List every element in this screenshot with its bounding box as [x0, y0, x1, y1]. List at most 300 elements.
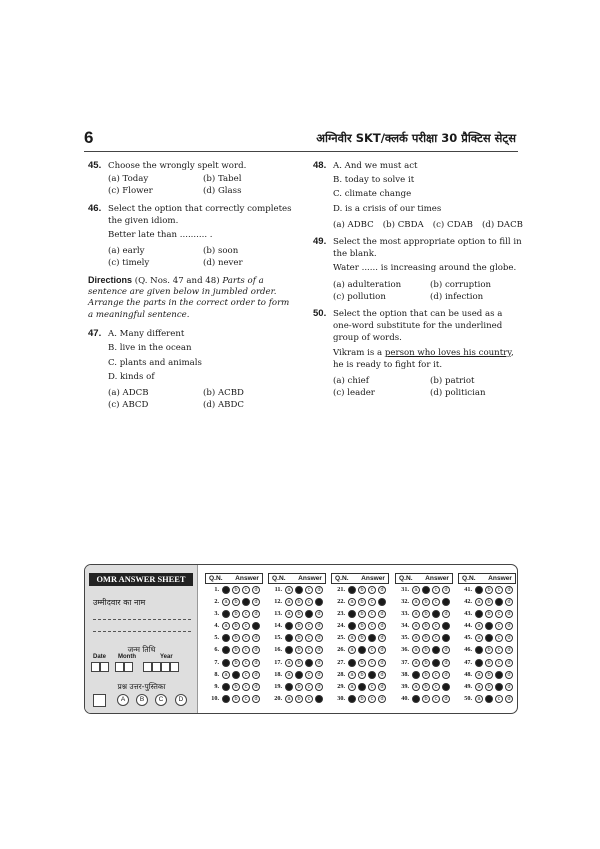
- omr-question-number: 31.: [401, 586, 409, 593]
- date-box[interactable]: [100, 662, 109, 672]
- options: [108, 173, 294, 197]
- answer-bubble-c[interactable]: c: [305, 610, 313, 618]
- answer-bubble-a[interactable]: a: [348, 586, 356, 594]
- answer-bubble-d[interactable]: d: [315, 598, 323, 606]
- answer-bubble-c[interactable]: c: [242, 610, 250, 618]
- answer-bubble-d[interactable]: d: [442, 622, 450, 630]
- answer-bubble-c[interactable]: c: [305, 695, 313, 703]
- option-d: (d) infection: [430, 291, 484, 302]
- answer-bubble-d[interactable]: d: [378, 622, 386, 630]
- omr-row: [205, 596, 263, 608]
- answer-bubble-b[interactable]: b: [358, 646, 366, 654]
- options: [333, 219, 523, 231]
- answer-bubble-b[interactable]: b: [358, 695, 366, 703]
- omr-question-number: 40.: [401, 694, 409, 702]
- option-d: (d) politician: [430, 388, 486, 399]
- answer-bubble-c[interactable]: c: [305, 634, 313, 642]
- answer-bubble-a[interactable]: a: [285, 622, 293, 630]
- answer-bubble-d[interactable]: d: [505, 634, 513, 642]
- booklet-option-d[interactable]: D: [175, 694, 187, 706]
- omr-row: [458, 657, 516, 669]
- booklet-option-a[interactable]: A: [117, 694, 129, 706]
- omr-row: [331, 596, 389, 608]
- answer-bubble-a[interactable]: a: [348, 634, 356, 642]
- answer-bubble-a[interactable]: a: [348, 683, 356, 691]
- omr-row: [205, 620, 263, 632]
- answer-bubble-d[interactable]: d: [378, 586, 386, 594]
- answer-bubble-a[interactable]: a: [222, 634, 230, 642]
- answer-bubble-b[interactable]: b: [295, 610, 303, 618]
- answer-bubble-a[interactable]: a: [412, 659, 420, 667]
- answer-bubble-b[interactable]: b: [232, 634, 240, 642]
- omr-question-number: 6.: [214, 646, 219, 654]
- answer-bubble-a[interactable]: a: [475, 598, 483, 606]
- answer-bubble-a[interactable]: a: [222, 598, 230, 606]
- omr-question-number: 45.: [464, 634, 472, 642]
- answer-bubble-c[interactable]: c: [495, 683, 503, 691]
- part-c: C. climate change: [333, 189, 412, 200]
- answer-bubble-a[interactable]: a: [412, 622, 420, 630]
- answer-bubble-d[interactable]: d: [505, 646, 513, 654]
- answer-bubble-c[interactable]: c: [495, 622, 503, 630]
- directions-heading: Directions: [88, 274, 133, 285]
- answer-bubble-b[interactable]: b: [358, 659, 366, 667]
- omr-row: [268, 620, 326, 632]
- answer-bubble-a[interactable]: a: [348, 671, 356, 679]
- omr-question-number: 26.: [337, 646, 345, 654]
- answer-bubble-c[interactable]: c: [368, 586, 376, 594]
- answer-bubble-b[interactable]: b: [358, 586, 366, 594]
- option-c: (c) ABCD: [108, 400, 149, 411]
- option-b: (b) soon: [203, 246, 239, 257]
- answer-bubble-a[interactable]: a: [412, 586, 420, 594]
- answer-bubble-c[interactable]: c: [305, 683, 313, 691]
- name-line-1[interactable]: [93, 619, 191, 620]
- answer-bubble-c[interactable]: c: [432, 695, 440, 703]
- answer-bubble-c[interactable]: c: [432, 622, 440, 630]
- right-column: [313, 160, 523, 404]
- answer-bubble-d[interactable]: d: [442, 659, 450, 667]
- answer-bubble-d[interactable]: d: [378, 610, 386, 618]
- option-a: (a) early: [108, 246, 145, 257]
- option-b: (b) corruption: [430, 279, 492, 290]
- option-a: (a) chief: [333, 376, 369, 387]
- answer-bubble-c[interactable]: c: [432, 598, 440, 606]
- omr-column-header: [395, 573, 453, 584]
- answer-bubble-b[interactable]: b: [422, 634, 430, 642]
- answer-bubble-c[interactable]: c: [368, 671, 376, 679]
- answer-bubble-a[interactable]: a: [412, 598, 420, 606]
- answer-bubble-d[interactable]: d: [442, 586, 450, 594]
- omr-row: [458, 632, 516, 644]
- answer-bubble-b[interactable]: b: [422, 671, 430, 679]
- booklet-option-b[interactable]: B: [136, 694, 148, 706]
- answer-bubble-c[interactable]: c: [432, 683, 440, 691]
- omr-row: [395, 657, 453, 669]
- answer-bubble-a[interactable]: a: [475, 634, 483, 642]
- answer-bubble-a[interactable]: a: [412, 646, 420, 654]
- question-number: 47.: [88, 328, 102, 340]
- answer-bubble-c[interactable]: c: [242, 646, 250, 654]
- month-box[interactable]: [124, 662, 133, 672]
- answer-bubble-a[interactable]: a: [222, 622, 230, 630]
- answer-bubble-c[interactable]: c: [368, 659, 376, 667]
- omr-question-number: 49.: [464, 682, 472, 690]
- part-a: A. And we must act: [333, 161, 418, 171]
- answer-bubble-b[interactable]: b: [485, 634, 493, 642]
- answer-bubble-b[interactable]: b: [295, 634, 303, 642]
- answer-bubble-d[interactable]: d: [252, 598, 260, 606]
- omr-candidate-panel: [85, 565, 198, 713]
- answer-bubble-b[interactable]: b: [295, 646, 303, 654]
- year-box[interactable]: [152, 662, 161, 672]
- answer-bubble-a[interactable]: a: [285, 646, 293, 654]
- answer-bubble-a[interactable]: a: [475, 683, 483, 691]
- answer-bubble-a[interactable]: a: [412, 695, 420, 703]
- answer-bubble-b[interactable]: b: [295, 622, 303, 630]
- answer-bubble-c[interactable]: c: [495, 634, 503, 642]
- answer-bubble-b[interactable]: b: [422, 659, 430, 667]
- answer-bubble-b[interactable]: b: [485, 598, 493, 606]
- directions-ref: (Q. Nos. 47 and 48): [132, 275, 223, 286]
- answer-bubble-b[interactable]: b: [232, 671, 240, 679]
- answer-bubble-c[interactable]: c: [432, 671, 440, 679]
- answer-bubble-d[interactable]: d: [315, 659, 323, 667]
- answer-bubble-a[interactable]: a: [412, 683, 420, 691]
- answer-bubble-c[interactable]: c: [368, 695, 376, 703]
- answer-bubble-a[interactable]: a: [285, 598, 293, 606]
- answer-bubble-d[interactable]: d: [378, 671, 386, 679]
- answer-bubble-a[interactable]: a: [348, 695, 356, 703]
- answer-bubble-a[interactable]: a: [475, 695, 483, 703]
- omr-question-number: 17.: [274, 658, 282, 666]
- answer-bubble-d[interactable]: d: [378, 634, 386, 642]
- answer-bubble-b[interactable]: b: [295, 683, 303, 691]
- answer-bubble-c[interactable]: c: [495, 695, 503, 703]
- answer-bubble-d[interactable]: d: [442, 646, 450, 654]
- answer-bubble-a[interactable]: a: [222, 659, 230, 667]
- omr-question-number: 12.: [274, 598, 282, 606]
- year-box[interactable]: [143, 662, 152, 672]
- answer-bubble-c[interactable]: c: [432, 634, 440, 642]
- omr-question-number: 1.: [214, 586, 219, 593]
- question-number: 48.: [313, 160, 327, 171]
- answer-bubble-b[interactable]: b: [232, 598, 240, 606]
- answer-bubble-c[interactable]: c: [242, 659, 250, 667]
- answer-bubble-d[interactable]: d: [505, 610, 513, 618]
- question-number: 50.: [313, 308, 327, 320]
- answer-bubble-a[interactable]: a: [285, 659, 293, 667]
- answer-bubble-d[interactable]: d: [378, 659, 386, 667]
- answer-bubble-a[interactable]: a: [348, 598, 356, 606]
- answer-bubble-d[interactable]: d: [252, 634, 260, 642]
- question-text: Choose the wrongly spelt word.: [108, 161, 247, 171]
- omr-row: [458, 608, 516, 620]
- answer-bubble-b[interactable]: b: [485, 683, 493, 691]
- answer-bubble-a[interactable]: a: [475, 610, 483, 618]
- answer-bubble-b[interactable]: b: [485, 659, 493, 667]
- answer-bubble-d[interactable]: d: [378, 598, 386, 606]
- answer-bubble-c[interactable]: c: [242, 598, 250, 606]
- omr-row: [395, 644, 453, 656]
- answer-bubble-d[interactable]: d: [252, 622, 260, 630]
- omr-row: [395, 620, 453, 632]
- answer-bubble-b[interactable]: b: [485, 671, 493, 679]
- answer-bubble-b[interactable]: b: [232, 646, 240, 654]
- answer-bubble-c[interactable]: c: [242, 586, 250, 594]
- answer-bubble-d[interactable]: d: [315, 646, 323, 654]
- omr-row: [395, 681, 453, 693]
- answer-bubble-d[interactable]: d: [442, 598, 450, 606]
- answer-bubble-d[interactable]: d: [252, 610, 260, 618]
- answer-bubble-a[interactable]: a: [222, 695, 230, 703]
- directions-text: Parts of a sentence are given below in jumbled order. Arrange the parts in the correct order to form a meaningful sentence.: [88, 275, 290, 320]
- question-text: Select the option that correctly completes the given idiom.: [108, 203, 292, 226]
- answer-bubble-a[interactable]: a: [285, 610, 293, 618]
- answer-bubble-a[interactable]: a: [475, 646, 483, 654]
- answer-bubble-a[interactable]: a: [222, 683, 230, 691]
- omr-row: [458, 644, 516, 656]
- answer-bubble-c[interactable]: c: [242, 671, 250, 679]
- answer-bubble-b[interactable]: b: [422, 586, 430, 594]
- directions: [88, 275, 294, 322]
- answer-bubble-c[interactable]: c: [495, 598, 503, 606]
- answer-bubble-d[interactable]: d: [378, 646, 386, 654]
- answer-bubble-b[interactable]: b: [358, 683, 366, 691]
- answer-bubble-a[interactable]: a: [412, 671, 420, 679]
- answer-bubble-d[interactable]: d: [505, 598, 513, 606]
- answer-bubble-b[interactable]: b: [485, 610, 493, 618]
- answer-bubble-a[interactable]: a: [348, 646, 356, 654]
- omr-question-number: 4.: [214, 622, 219, 630]
- question-46: [88, 203, 294, 270]
- omr-question-number: 22.: [337, 598, 345, 606]
- answer-bubble-b[interactable]: b: [485, 646, 493, 654]
- question-number: 45.: [88, 160, 102, 171]
- answer-bubble-b[interactable]: b: [295, 671, 303, 679]
- qn-header: Q.N.: [209, 575, 223, 582]
- answer-bubble-c[interactable]: c: [305, 671, 313, 679]
- omr-question-number: 5.: [214, 634, 219, 642]
- answer-bubble-a[interactable]: a: [348, 659, 356, 667]
- answer-bubble-c[interactable]: c: [242, 695, 250, 703]
- answer-bubble-c[interactable]: c: [242, 634, 250, 642]
- date-box[interactable]: [91, 662, 100, 672]
- answer-bubble-c[interactable]: c: [432, 610, 440, 618]
- answer-bubble-b[interactable]: b: [358, 622, 366, 630]
- omr-column-header: [205, 573, 263, 584]
- omr-column-header: [458, 573, 516, 584]
- answer-bubble-b[interactable]: b: [358, 598, 366, 606]
- answer-bubble-a[interactable]: a: [222, 646, 230, 654]
- answer-bubble-c[interactable]: c: [432, 586, 440, 594]
- option-d: (d) never: [203, 258, 243, 269]
- answer-bubble-d[interactable]: d: [252, 659, 260, 667]
- answer-bubble-b[interactable]: b: [232, 610, 240, 618]
- answer-bubble-a[interactable]: a: [285, 683, 293, 691]
- omr-question-number: 30.: [337, 694, 345, 702]
- answer-bubble-c[interactable]: c: [305, 659, 313, 667]
- dob-label: जन्म तिथि: [127, 645, 156, 654]
- answer-bubble-d[interactable]: d: [378, 683, 386, 691]
- omr-row: [458, 681, 516, 693]
- answer-bubble-d[interactable]: d: [252, 586, 260, 594]
- answer-bubble-b[interactable]: b: [422, 598, 430, 606]
- answer-bubble-b[interactable]: b: [232, 683, 240, 691]
- answer-bubble-d[interactable]: d: [252, 646, 260, 654]
- answer-bubble-c[interactable]: c: [305, 622, 313, 630]
- answer-bubble-b[interactable]: b: [422, 683, 430, 691]
- answer-bubble-b[interactable]: b: [422, 610, 430, 618]
- answer-bubble-c[interactable]: c: [368, 610, 376, 618]
- name-line-2[interactable]: [93, 631, 191, 632]
- answer-bubble-d[interactable]: d: [252, 695, 260, 703]
- answer-bubble-b[interactable]: b: [232, 659, 240, 667]
- answer-bubble-d[interactable]: d: [378, 695, 386, 703]
- omr-row: [205, 632, 263, 644]
- answer-bubble-c[interactable]: c: [305, 598, 313, 606]
- answer-bubble-c[interactable]: c: [495, 646, 503, 654]
- omr-question-number: 38.: [401, 670, 409, 678]
- answer-bubble-d[interactable]: d: [505, 586, 513, 594]
- question-50: [313, 308, 523, 399]
- answer-bubble-b[interactable]: b: [422, 695, 430, 703]
- answer-bubble-c[interactable]: c: [242, 683, 250, 691]
- answer-bubble-b[interactable]: b: [232, 586, 240, 594]
- answer-bubble-b[interactable]: b: [358, 671, 366, 679]
- answer-bubble-c[interactable]: c: [432, 646, 440, 654]
- answer-bubble-a[interactable]: a: [412, 610, 420, 618]
- answer-bubble-c[interactable]: c: [368, 634, 376, 642]
- answer-bubble-c[interactable]: c: [495, 659, 503, 667]
- answer-bubble-c[interactable]: c: [432, 659, 440, 667]
- answer-bubble-d[interactable]: d: [505, 683, 513, 691]
- answer-bubble-b[interactable]: b: [232, 622, 240, 630]
- answer-bubble-d[interactable]: d: [315, 622, 323, 630]
- answer-bubble-d[interactable]: d: [315, 695, 323, 703]
- answer-bubble-a[interactable]: a: [348, 622, 356, 630]
- answer-bubble-b[interactable]: b: [232, 695, 240, 703]
- answer-bubble-d[interactable]: d: [252, 683, 260, 691]
- answer-bubble-c[interactable]: c: [495, 586, 503, 594]
- answer-bubble-a[interactable]: a: [222, 610, 230, 618]
- answer-bubble-d[interactable]: d: [442, 671, 450, 679]
- sentence-post: , he is ready to fight for it.: [333, 347, 514, 370]
- answer-bubble-c[interactable]: c: [305, 586, 313, 594]
- answer-bubble-a[interactable]: a: [475, 671, 483, 679]
- answer-bubble-b[interactable]: b: [295, 586, 303, 594]
- answer-bubble-c[interactable]: c: [368, 622, 376, 630]
- answer-bubble-d[interactable]: d: [442, 695, 450, 703]
- answer-bubble-c[interactable]: c: [242, 622, 250, 630]
- answer-bubble-d[interactable]: d: [315, 671, 323, 679]
- answer-header: Answer: [425, 575, 449, 582]
- answer-bubble-a[interactable]: a: [222, 586, 230, 594]
- omr-question-number: 7.: [214, 658, 219, 666]
- answer-bubble-a[interactable]: a: [285, 586, 293, 594]
- option-c: (c) timely: [108, 258, 150, 269]
- answer-bubble-a[interactable]: a: [412, 634, 420, 642]
- underlined-phrase: person who loves his country: [384, 347, 511, 358]
- answer-bubble-a[interactable]: a: [222, 671, 230, 679]
- answer-bubble-d[interactable]: d: [315, 634, 323, 642]
- omr-row: [331, 644, 389, 656]
- answer-bubble-a[interactable]: a: [475, 586, 483, 594]
- answer-bubble-d[interactable]: d: [315, 610, 323, 618]
- answer-bubble-d[interactable]: d: [505, 622, 513, 630]
- answer-bubble-d[interactable]: d: [315, 586, 323, 594]
- answer-bubble-c[interactable]: c: [305, 646, 313, 654]
- answer-bubble-a[interactable]: a: [475, 659, 483, 667]
- omr-column-header: [268, 573, 326, 584]
- answer-bubble-b[interactable]: b: [485, 586, 493, 594]
- answer-bubble-d[interactable]: d: [505, 695, 513, 703]
- year-box[interactable]: [170, 662, 179, 672]
- answer-bubble-a[interactable]: a: [285, 671, 293, 679]
- answer-header: Answer: [298, 575, 322, 582]
- answer-bubble-c[interactable]: c: [495, 610, 503, 618]
- answer-bubble-b[interactable]: b: [295, 695, 303, 703]
- month-box[interactable]: [115, 662, 124, 672]
- answer-bubble-c[interactable]: c: [495, 671, 503, 679]
- answer-bubble-d[interactable]: d: [505, 659, 513, 667]
- answer-bubble-b[interactable]: b: [295, 598, 303, 606]
- answer-bubble-d[interactable]: d: [505, 671, 513, 679]
- answer-bubble-a[interactable]: a: [475, 622, 483, 630]
- year-box[interactable]: [161, 662, 170, 672]
- answer-bubble-a[interactable]: a: [348, 610, 356, 618]
- answer-bubble-b[interactable]: b: [295, 659, 303, 667]
- answer-bubble-b[interactable]: b: [358, 634, 366, 642]
- answer-bubble-d[interactable]: d: [442, 683, 450, 691]
- omr-answer-sheet: [84, 564, 518, 714]
- answer-bubble-b[interactable]: b: [422, 622, 430, 630]
- page-number: 6: [84, 128, 94, 147]
- omr-row: [331, 669, 389, 681]
- question-49: [313, 236, 523, 303]
- booklet-option-c[interactable]: C: [155, 694, 167, 706]
- omr-question-number: 28.: [337, 670, 345, 678]
- answer-bubble-c[interactable]: c: [368, 598, 376, 606]
- answer-bubble-c[interactable]: c: [368, 683, 376, 691]
- answer-bubble-d[interactable]: d: [252, 671, 260, 679]
- omr-row: [395, 693, 453, 705]
- answer-bubble-a[interactable]: a: [285, 695, 293, 703]
- option-b: (b) Tabel: [203, 174, 242, 185]
- answer-bubble-a[interactable]: a: [285, 634, 293, 642]
- omr-question-number: 42.: [464, 598, 472, 606]
- omr-question-number: 13.: [274, 610, 282, 618]
- option-b: (b) patriot: [430, 376, 475, 387]
- answer-bubble-b[interactable]: b: [485, 622, 493, 630]
- omr-row: [268, 584, 326, 596]
- omr-row: [458, 596, 516, 608]
- omr-row: [395, 669, 453, 681]
- omr-column: [268, 573, 326, 705]
- answer-bubble-b[interactable]: b: [358, 610, 366, 618]
- answer-bubble-d[interactable]: d: [442, 634, 450, 642]
- question-number: 49.: [313, 236, 327, 248]
- omr-question-number: 18.: [274, 670, 282, 678]
- answer-bubble-b[interactable]: b: [422, 646, 430, 654]
- answer-bubble-d[interactable]: d: [442, 610, 450, 618]
- options: [333, 279, 523, 303]
- answer-bubble-c[interactable]: c: [368, 646, 376, 654]
- answer-bubble-b[interactable]: b: [485, 695, 493, 703]
- answer-bubble-d[interactable]: d: [315, 683, 323, 691]
- booklet-code-box[interactable]: [93, 694, 106, 707]
- omr-question-number: 44.: [464, 622, 472, 630]
